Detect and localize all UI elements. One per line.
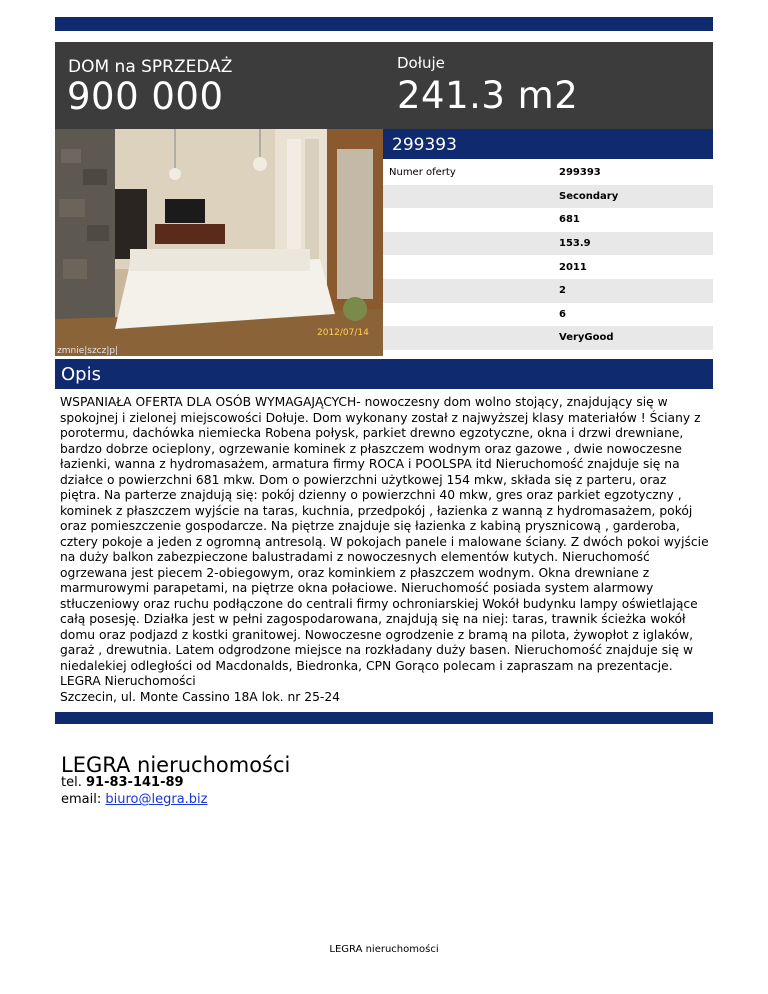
detail-value: 153.9 — [559, 238, 591, 250]
table-row — [383, 208, 713, 232]
table-row — [383, 303, 713, 327]
detail-value: Secondary — [559, 190, 619, 202]
detail-value: 299393 — [559, 167, 601, 179]
property-photo — [55, 129, 383, 356]
table-row — [383, 279, 713, 303]
contact-phone — [61, 775, 184, 790]
phone-number: 91-83-141-89 — [85, 775, 184, 790]
table-row — [383, 255, 713, 279]
offer-details-table — [383, 161, 713, 350]
email-label: email: — [61, 792, 106, 807]
detail-value: 2 — [559, 285, 566, 297]
description-address: Szczecin, ul. Monte Cassino 18A lok. nr 25-24 — [60, 689, 340, 704]
contact-email — [61, 792, 207, 807]
phone-label: tel. — [61, 775, 86, 790]
table-row — [383, 161, 713, 185]
email-link[interactable]: biuro@legra.biz — [105, 792, 208, 807]
detail-label: Numer oferty — [389, 167, 456, 179]
photo-date-stamp: 2012/07/14 — [317, 328, 369, 338]
listing-price: 900 000 — [67, 75, 224, 118]
detail-value: VeryGood — [559, 332, 614, 344]
photo-watermark: zmnie|szcz|p| — [57, 346, 119, 356]
listing-type: DOM na SPRZEDAŻ — [68, 57, 233, 77]
detail-value: 2011 — [559, 261, 587, 273]
top-accent-bar — [55, 17, 713, 31]
offer-id-bar — [383, 129, 713, 159]
living-room-photo-illustration — [55, 129, 383, 356]
page-footer: LEGRA nieruchomości — [329, 944, 439, 955]
listing-location: Dołuje — [397, 54, 445, 72]
description-body — [60, 395, 710, 705]
description-heading: Opis — [61, 364, 101, 385]
agency-name: LEGRA nieruchomości — [61, 753, 291, 777]
description-text: WSPANIAŁA OFERTA DLA OSÓB WYMAGAJĄCYCH- nowoczesny dom wolno stojący, znajdujący się w spokojnej i zielonej miejscowości Dołuje. Dom wykonany został z najwyższej klasy materiałów ! Ściany z porotermu, dachówka niemiecka Robena połysk, parkiet drewno egzotyczne, okna i drzwi drewniane, bardzo dobrze ocieplony, ogrzewanie kominek z płaszczem wodnym oraz gazowe , dwie nowoczesne łazienki, wanna z hydromasażem, armatura firmy ROCA i POOLSPA itd Nieruchomość znajduje się na działce o powierzchni 681 mkw. Dom o powierzchni użytkowej 154 mkw, składa się z parteru, oraz piętra. Na parterze znajdują się: pokój dzienny o powierzchni 40 mkw, gres oraz parkiet egzotyczny , kominek z płaszczem wyjście na taras, kuchnia, przedpokój , łazienka z wanną z hydromasażem, pokój oraz pomieszczenie gospodarcze. Na piętrze znajduje się łazienka z kabiną prysznicową , garderoba, cztery pokoje a jeden z ogromną antresolą. W pokojach panele i malowane ściany. Z dwóch pokoi wyjście na duży balkon zabezpieczone balustradami z nowoczesnych elementów kutych. Nieruchomość ogrzewana jest piecem 2-obiegowym, oraz kominkiem z płaszczem wodnym. Okna drewniane z marmurowymi parapetami, na piętrze okna połaciowe. Nieruchomość posiada system alarmowy stłuczeniowy oraz ruchu podłączone do centrali firmy ochroniarskiej Wokół budynku lampy oświetlające całą posesję. Działka jest w pełni zagospodarowana, znajdują się na niej: taras, trawnik ścieżka wokół domu oraz podjazd z kostki granitowej. Nowoczesne ogrodzenie z bramą na pilota, żywopłot z iglaków, garaż , drewutnia. Latem odgrodzone miejsce na rozkładany duży basen. Nieruchomość znajduje się w niedalekiej odległości od Macdonalds, Biedronka, CPN Gorąco polecam i zapraszam na prezentacje. — [60, 395, 709, 673]
detail-value: 6 — [559, 308, 566, 320]
detail-value: 681 — [559, 214, 580, 226]
listing-area: 241.3 m2 — [397, 74, 579, 117]
offer-id: 299393 — [392, 135, 457, 155]
table-row — [383, 232, 713, 256]
description-heading-bar — [55, 359, 713, 389]
table-row — [383, 326, 713, 350]
table-row — [383, 185, 713, 209]
description-agency: LEGRA Nieruchomości — [60, 674, 196, 688]
bottom-accent-bar — [55, 712, 713, 724]
listing-header — [55, 42, 713, 129]
